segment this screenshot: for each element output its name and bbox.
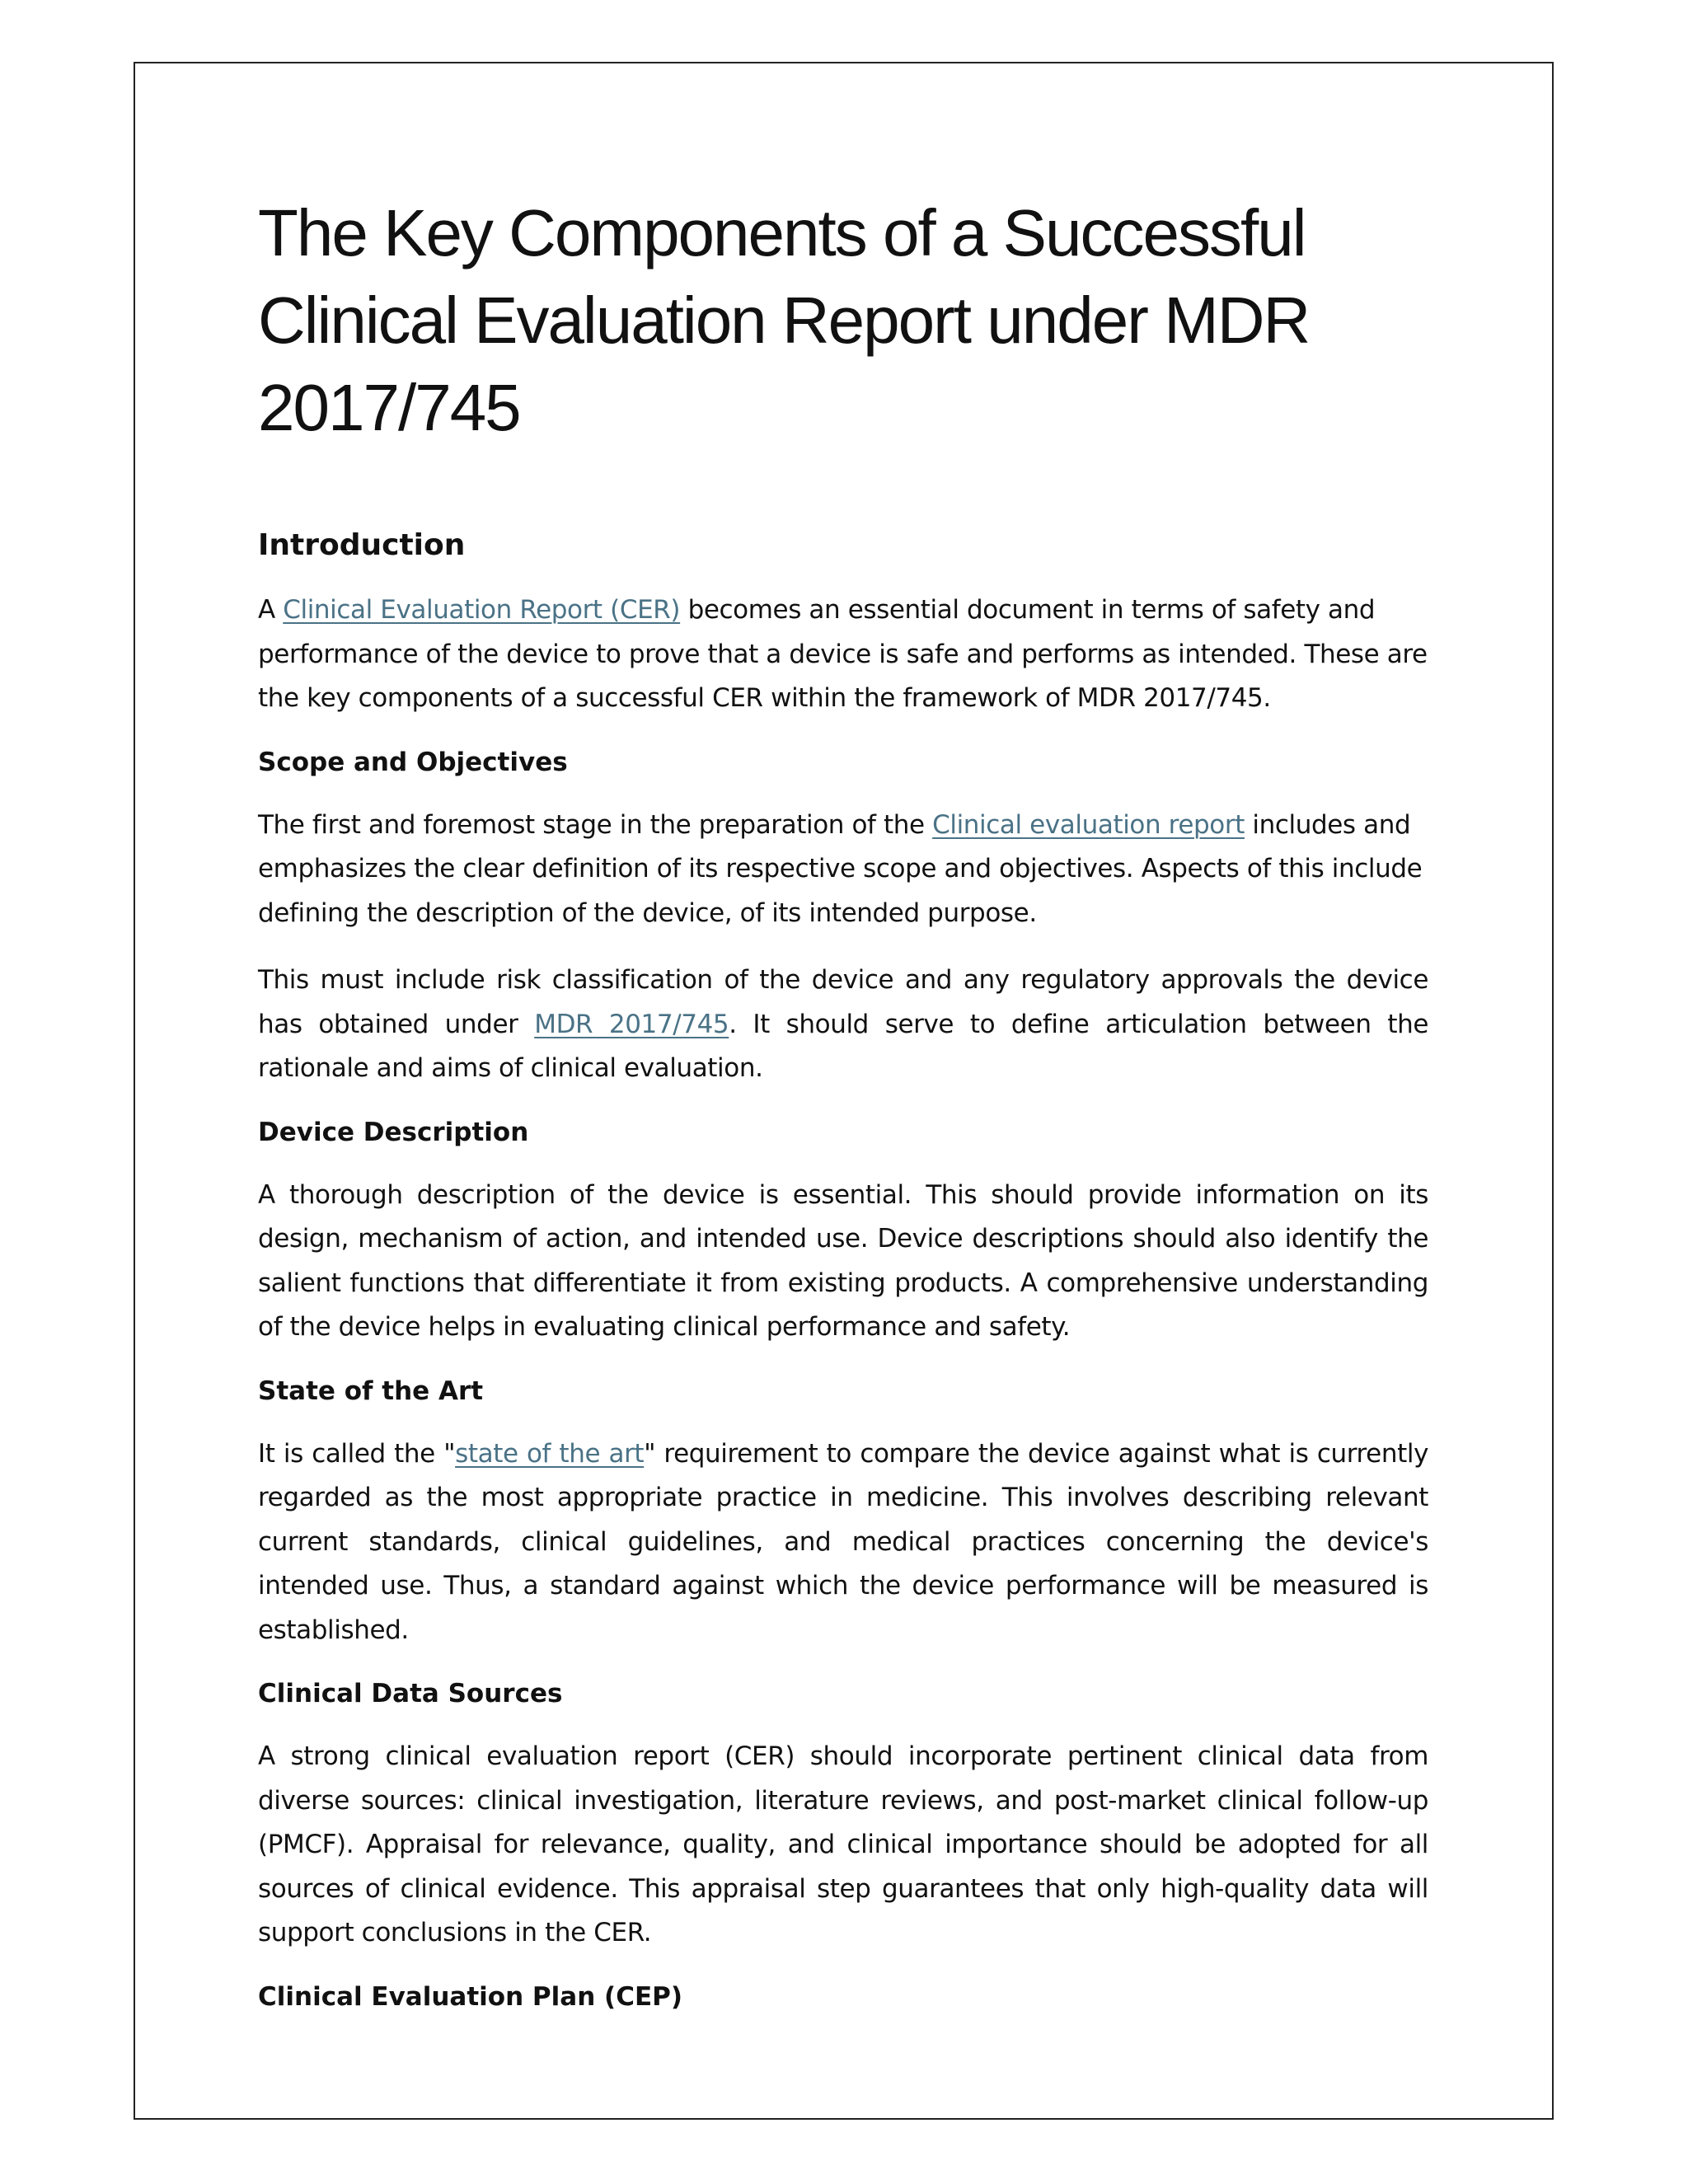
clinical-evaluation-report-link[interactable]: Clinical evaluation report bbox=[932, 809, 1245, 840]
scope-paragraph-1 bbox=[258, 804, 1428, 936]
device-description-paragraph: A thorough description of the device is essential. This should provide information on its design, mechanism of action, and intended use. Device descriptions should also identify the salient functions that differentiate it from existing products. A comprehensive understanding of the device helps in evaluating clinical performance and safety. bbox=[258, 1179, 1428, 1342]
cer-link[interactable]: Clinical Evaluation Report (CER) bbox=[283, 595, 681, 625]
scope-paragraph-2 bbox=[258, 958, 1428, 1091]
state-of-art-heading: State of the Art bbox=[258, 1376, 484, 1406]
document-title bbox=[258, 190, 1428, 452]
scope2-text-prefix: This must include risk classification of the device and any regulatory approvals the device has obtained under bbox=[258, 965, 1428, 1039]
scope2-text-suffix: . It should serve to define articulation between the rationale and aims of clinical evaluation. bbox=[258, 1009, 1429, 1083]
title-line: The Key Components of a Successful bbox=[258, 196, 1306, 269]
document-body bbox=[258, 190, 1428, 2038]
device-description-heading: Device Description bbox=[258, 1117, 529, 1147]
mdr-link[interactable]: MDR 2017/745 bbox=[534, 1009, 729, 1039]
clinical-data-sources-paragraph: A strong clinical evaluation report (CER) should incorporate pertinent clinical data from diverse sources: clinical investigation, literature reviews, and post-market clinical follow-up (PMCF). Appraisal for relevance, quality, and clinical importance should be adopted for all sources of clinical evidence. This appraisal step guarantees that only high-quality data will support conclusions in the CER. bbox=[258, 1741, 1428, 1947]
scope-heading: Scope and Objectives bbox=[258, 747, 568, 777]
introduction-heading: Introduction bbox=[258, 528, 466, 562]
state-of-art-paragraph bbox=[258, 1432, 1428, 1653]
scope-text-prefix: The first and foremost stage in the preparation of the bbox=[258, 809, 933, 840]
clinical-data-sources-heading: Clinical Data Sources bbox=[258, 1679, 563, 1708]
state-of-the-art-link[interactable]: state of the art bbox=[455, 1438, 645, 1469]
title-line: Clinical Evaluation Report under MDR bbox=[258, 284, 1310, 357]
scope-text-suffix: includes and emphasizes the clear definition of its respective scope and objectives. Aspects of this include defining the description of the device, of its intended purpose. bbox=[258, 809, 1423, 928]
intro-text-prefix: A bbox=[258, 595, 284, 625]
intro-text-suffix: becomes an essential document in terms of safety and performance of the device to prove that a device is safe and performs as intended. These are the key components of a successful CER within the framework of MDR 2017/745. bbox=[258, 595, 1428, 713]
soa-text-suffix: " requirement to compare the device against what is currently regarded as the most appropriate practice in medicine. This involves describing relevant current standards, clinical guidelines, and medical practices concerning the device's intended use. Thus, a standard against which the device performance will be measured is established. bbox=[258, 1438, 1429, 1645]
title-line: 2017/745 bbox=[258, 371, 520, 444]
soa-text-prefix: It is called the " bbox=[258, 1438, 456, 1469]
clinical-evaluation-plan-heading: Clinical Evaluation Plan (CEP) bbox=[258, 1981, 683, 2012]
introduction-paragraph bbox=[258, 588, 1428, 721]
